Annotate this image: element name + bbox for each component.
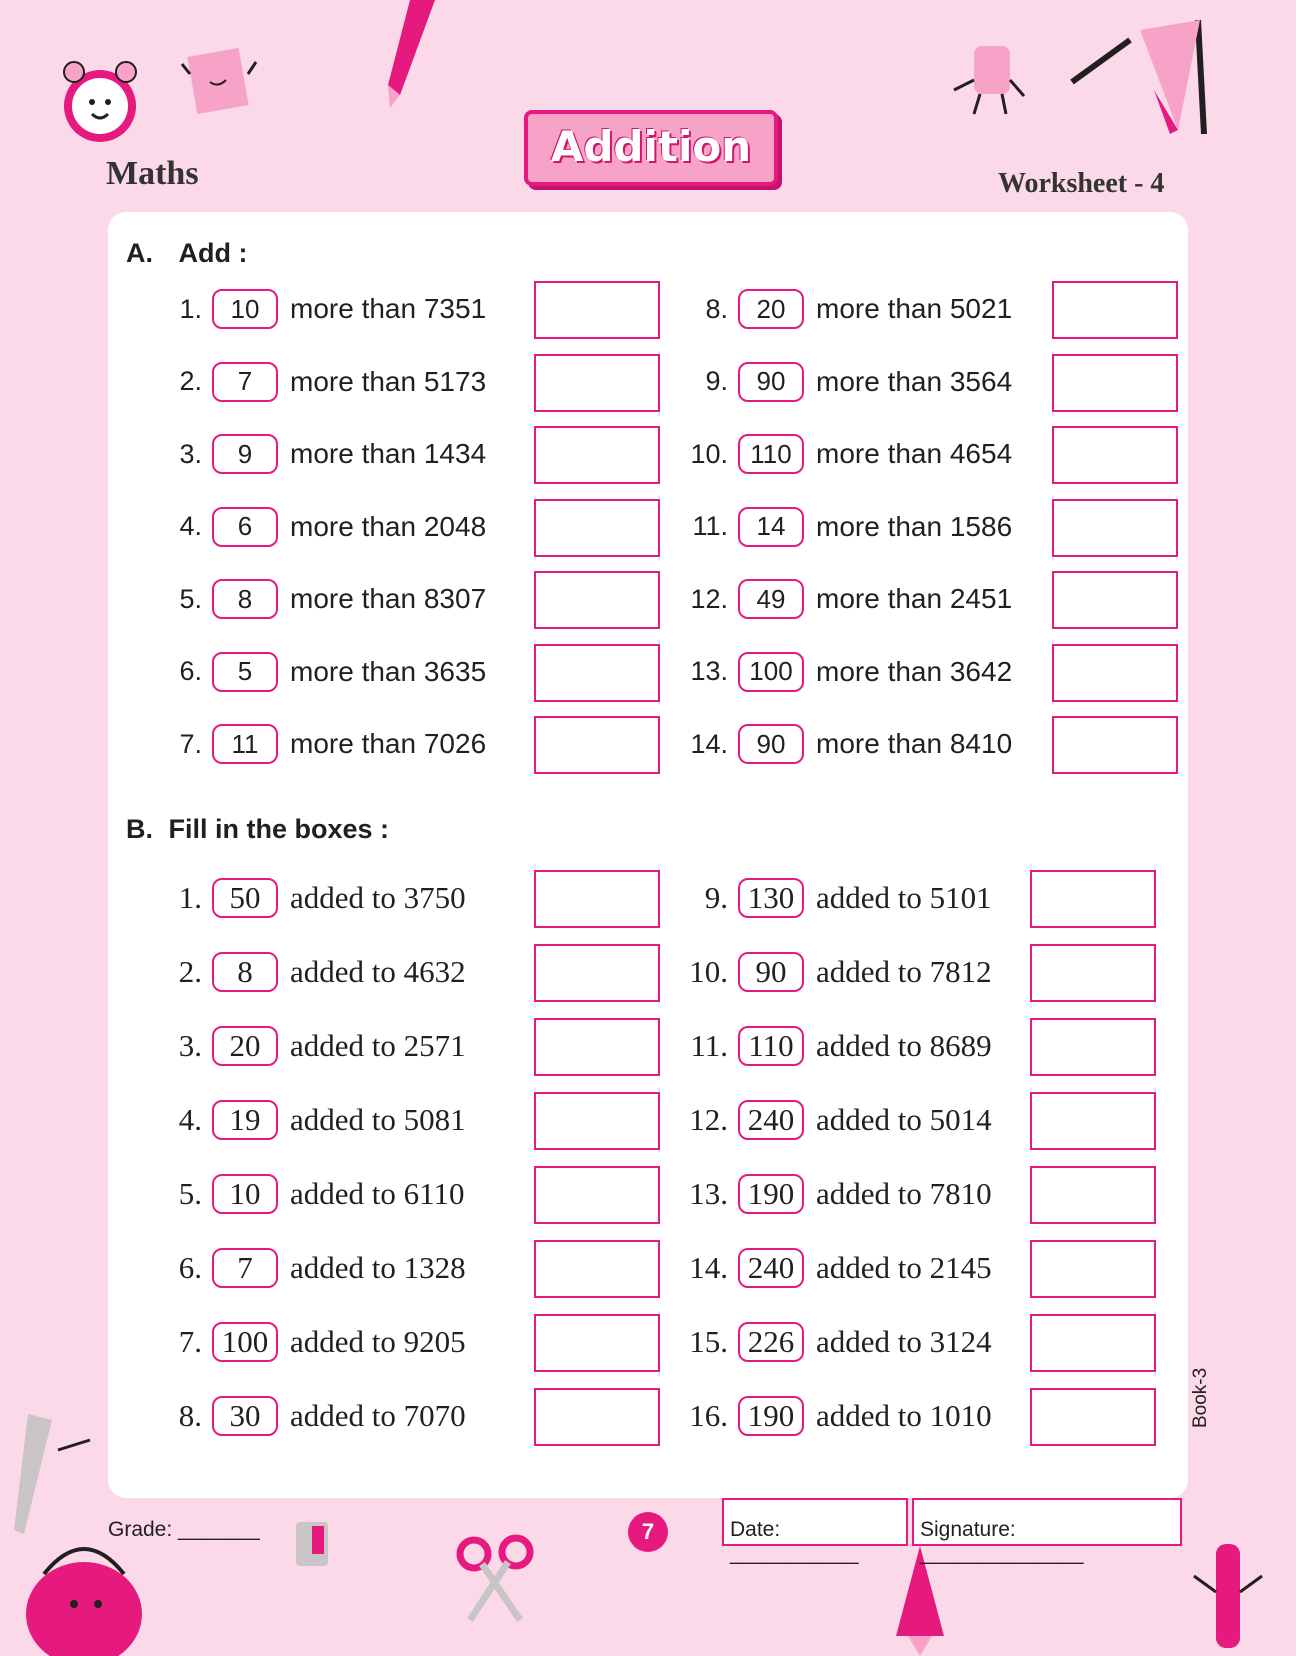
question-number: 7.	[178, 1324, 202, 1359]
question-text: added to 1328	[290, 1250, 466, 1285]
question-row	[676, 1170, 992, 1218]
question-text: more than 4654	[816, 438, 1013, 469]
page-title: Addition	[550, 122, 752, 171]
crayon-icon	[1070, 10, 1210, 140]
question-number: 5.	[178, 1176, 202, 1211]
question-row	[162, 648, 486, 696]
answer-box[interactable]	[534, 1092, 660, 1150]
book-label: Book-3	[1190, 1367, 1211, 1428]
question-text: more than 7026	[290, 728, 487, 759]
worksheet-label: Worksheet - 4	[998, 168, 1165, 199]
question-text: added to 7812	[816, 954, 992, 989]
question-number: 3.	[178, 1028, 202, 1063]
question-number: 13.	[690, 656, 728, 686]
given-number-chip: 5	[212, 652, 278, 692]
question-text: more than 7351	[290, 293, 487, 324]
backpack-icon	[14, 1524, 154, 1656]
given-number-chip: 19	[212, 1100, 278, 1140]
question-number: 12.	[689, 1102, 728, 1137]
answer-box[interactable]	[534, 870, 660, 928]
given-number-chip: 100	[212, 1322, 278, 1362]
question-row	[162, 575, 486, 623]
question-row	[162, 285, 486, 333]
question-row	[676, 1244, 992, 1292]
question-text: added to 2145	[816, 1250, 992, 1285]
given-number-chip: 8	[212, 952, 278, 992]
question-row	[676, 430, 1012, 478]
given-number-chip: 110	[738, 1026, 804, 1066]
sharpener-icon	[284, 1516, 344, 1588]
question-row	[162, 430, 486, 478]
question-row	[676, 874, 992, 922]
question-number: 8.	[705, 293, 728, 324]
question-number: 10.	[689, 954, 728, 989]
question-number: 11.	[690, 1028, 728, 1063]
question-row	[676, 1096, 992, 1144]
answer-box[interactable]	[534, 426, 660, 484]
given-number-chip: 10	[212, 1174, 278, 1214]
question-number: 2.	[178, 954, 202, 989]
question-row	[676, 1392, 992, 1440]
section-a-heading	[126, 238, 248, 269]
question-text: more than 8410	[816, 728, 1013, 759]
answer-box[interactable]	[534, 571, 660, 629]
answer-box[interactable]	[1052, 571, 1178, 629]
question-number: 6.	[178, 1250, 202, 1285]
given-number-chip: 130	[738, 878, 804, 918]
answer-box[interactable]	[1052, 499, 1178, 557]
question-row	[676, 503, 1012, 551]
answer-box[interactable]	[534, 1388, 660, 1446]
given-number-chip: 190	[738, 1174, 804, 1214]
question-text: more than 1434	[290, 438, 487, 469]
question-number: 6.	[179, 656, 202, 686]
question-text: added to 6110	[290, 1176, 465, 1211]
given-number-chip: 11	[212, 724, 278, 764]
title-badge	[524, 110, 778, 186]
subject-label: Maths	[106, 155, 199, 192]
question-row	[162, 358, 486, 406]
given-number-chip: 50	[212, 878, 278, 918]
question-text: added to 5081	[290, 1102, 466, 1137]
question-number: 9.	[705, 366, 728, 396]
question-text: more than 5021	[816, 293, 1013, 324]
question-number: 12.	[690, 583, 728, 614]
question-number: 7.	[179, 728, 202, 759]
question-number: 15.	[689, 1324, 728, 1359]
page-number: 7	[628, 1512, 668, 1552]
given-number-chip: 20	[738, 289, 804, 329]
question-text: added to 5101	[816, 880, 992, 915]
question-row	[676, 1318, 992, 1366]
signature-field[interactable]: Signature: ______________	[912, 1498, 1182, 1546]
given-number-chip: 100	[738, 652, 804, 692]
question-text: added to 2571	[290, 1028, 466, 1063]
given-number-chip: 20	[212, 1026, 278, 1066]
question-row	[162, 948, 466, 996]
given-number-chip: 90	[738, 952, 804, 992]
given-number-chip: 110	[738, 434, 804, 474]
question-text: more than 2048	[290, 510, 487, 542]
question-row	[676, 358, 1012, 406]
section-a-letter: A.	[126, 238, 153, 268]
question-number: 1.	[179, 293, 202, 324]
given-number-chip: 9	[212, 434, 278, 474]
answer-box[interactable]	[534, 499, 660, 557]
question-number: 1.	[178, 880, 202, 915]
question-text: added to 5014	[816, 1102, 992, 1137]
given-number-chip: 6	[212, 507, 278, 547]
question-row	[162, 1244, 466, 1292]
question-row	[676, 720, 1012, 768]
grade-field[interactable]: Grade: _______	[108, 1518, 260, 1541]
answer-box[interactable]	[1030, 1166, 1156, 1224]
given-number-chip: 240	[738, 1100, 804, 1140]
notepad-icon	[176, 44, 266, 124]
question-text: more than 3642	[816, 655, 1013, 687]
question-text: added to 8689	[816, 1028, 992, 1063]
answer-box[interactable]	[534, 1240, 660, 1298]
section-b-letter: B.	[126, 814, 153, 844]
question-text: added to 3124	[816, 1324, 992, 1359]
given-number-chip: 190	[738, 1396, 804, 1436]
question-text: added to 3750	[290, 880, 466, 915]
date-field[interactable]: Date: ___________	[722, 1498, 908, 1546]
scissors-icon	[454, 1534, 534, 1624]
question-text: added to 1010	[816, 1398, 992, 1433]
given-number-chip: 7	[212, 362, 278, 402]
question-row	[676, 285, 1012, 333]
question-number: 11.	[692, 511, 728, 541]
given-number-chip: 49	[738, 579, 804, 619]
question-text: more than 3564	[816, 365, 1013, 397]
answer-box[interactable]	[1030, 1388, 1156, 1446]
question-text: more than 3635	[290, 655, 487, 687]
eraser-icon	[944, 40, 1034, 120]
question-number: 9.	[704, 880, 728, 915]
question-number: 8.	[178, 1398, 202, 1433]
question-number: 10.	[690, 438, 728, 469]
section-b-title: Fill in the boxes :	[168, 814, 390, 844]
answer-box[interactable]	[534, 354, 660, 412]
given-number-chip: 30	[212, 1396, 278, 1436]
question-text: added to 4632	[290, 954, 466, 989]
given-number-chip: 10	[212, 289, 278, 329]
question-text: more than 8307	[290, 583, 487, 614]
question-row	[162, 1318, 466, 1366]
question-row	[162, 1096, 466, 1144]
question-row	[162, 1392, 466, 1440]
given-number-chip: 14	[738, 507, 804, 547]
question-number: 5.	[179, 583, 202, 614]
answer-box[interactable]	[1052, 281, 1178, 339]
question-text: more than 1586	[816, 510, 1013, 542]
question-row	[676, 948, 992, 996]
question-number: 14.	[689, 1250, 728, 1285]
question-text: added to 9205	[290, 1324, 466, 1359]
question-text: more than 2451	[816, 583, 1013, 614]
answer-box[interactable]	[1052, 716, 1178, 774]
answer-box[interactable]	[534, 944, 660, 1002]
question-row	[162, 874, 466, 922]
given-number-chip: 240	[738, 1248, 804, 1288]
question-number: 14.	[690, 728, 728, 759]
given-number-chip: 8	[212, 579, 278, 619]
question-number: 16.	[689, 1398, 728, 1433]
answer-box[interactable]	[534, 1166, 660, 1224]
given-number-chip: 7	[212, 1248, 278, 1288]
answer-box[interactable]	[534, 281, 660, 339]
answer-box[interactable]	[1030, 1240, 1156, 1298]
given-number-chip: 90	[738, 724, 804, 764]
question-text: added to 7810	[816, 1176, 992, 1211]
pencil-icon	[380, 0, 450, 110]
alarm-clock-icon	[52, 44, 152, 154]
given-number-chip: 226	[738, 1322, 804, 1362]
question-row	[162, 1022, 466, 1070]
question-row	[676, 1022, 992, 1070]
answer-box[interactable]	[1052, 354, 1178, 412]
question-text: added to 7070	[290, 1398, 466, 1433]
answer-box[interactable]	[1030, 1314, 1156, 1372]
answer-box[interactable]	[534, 716, 660, 774]
answer-box[interactable]	[1030, 944, 1156, 1002]
answer-box[interactable]	[534, 1314, 660, 1372]
question-row	[676, 648, 1012, 696]
answer-box[interactable]	[534, 644, 660, 702]
question-number: 3.	[179, 438, 202, 469]
answer-box[interactable]	[1030, 1018, 1156, 1076]
question-row	[162, 1170, 464, 1218]
answer-box[interactable]	[1052, 644, 1178, 702]
answer-box[interactable]	[1052, 426, 1178, 484]
question-row	[676, 575, 1012, 623]
answer-box[interactable]	[1030, 1092, 1156, 1150]
ruler-icon	[8, 1410, 98, 1540]
question-number: 2.	[179, 366, 202, 396]
question-number: 13.	[689, 1176, 728, 1211]
answer-box[interactable]	[1030, 870, 1156, 928]
question-row	[162, 503, 486, 551]
question-row	[162, 720, 486, 768]
question-number: 4.	[178, 1102, 202, 1137]
pen-character-icon	[1188, 1536, 1268, 1656]
question-text: more than 5173	[290, 365, 487, 397]
section-b-heading	[126, 814, 389, 845]
question-number: 4.	[179, 511, 202, 541]
answer-box[interactable]	[534, 1018, 660, 1076]
section-a-title: Add :	[178, 238, 248, 268]
given-number-chip: 90	[738, 362, 804, 402]
